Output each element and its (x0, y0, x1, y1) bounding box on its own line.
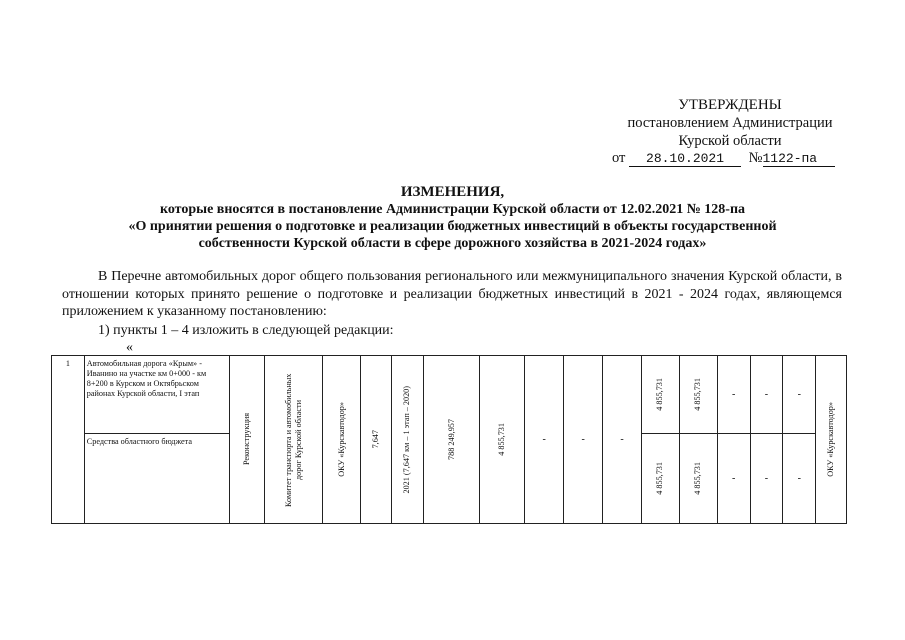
heading-title: ИЗМЕНЕНИЯ, (400, 184, 505, 200)
approval-date: 28.10.2021 (629, 151, 741, 167)
heading-line2: которые вносятся в постановление Администрации Курской области от 12.02.2021 № 128-па (159, 202, 746, 217)
recipient: ОКУ «Курскавтодор» (826, 402, 836, 477)
quote-open: « (126, 340, 133, 355)
estimated-cost: 788 249,957 (446, 419, 456, 460)
dash-cell: - (783, 356, 816, 434)
object-name: Автомобильная дорога «Крым» - Иванино на участке км 0+000 - км 8+200 в Курском и Октябрьском районах Курской области, I этап (84, 356, 229, 434)
number-prefix: № (748, 150, 763, 166)
row2-value-b: 4 855,731 (693, 462, 703, 495)
row-number: 1 (52, 356, 85, 524)
dash-cell: - (750, 356, 783, 434)
term: 2021 (7,647 км – 1 этап – 2020) (402, 385, 412, 494)
body-item: 1) пункты 1 – 4 изложить в следующей редакции: (98, 323, 394, 338)
approval-line1: постановлением Администрации (627, 115, 833, 131)
heading-line4: собственности Курской области в сфере дорожного хозяйства в 2021-2024 годах» (198, 236, 707, 251)
dash-cell: - (717, 356, 750, 434)
approval-line2: Курской области (678, 133, 782, 149)
dash-cell: - (717, 434, 750, 524)
dash-cell: - (564, 356, 603, 524)
heading-line3: «О принятии решения о подготовке и реализации бюджетных инвестиций в объекты государственной (128, 219, 777, 234)
row1-value-a: 4 855,731 (655, 378, 665, 411)
approval-title: УТВЕРЖДЕНЫ (678, 97, 782, 113)
approval-number: 1122-па (763, 151, 835, 167)
work-type: Реконструкция (242, 413, 252, 466)
dash-cell: - (525, 356, 564, 524)
total-investment: 4 855,731 (497, 423, 507, 456)
developer: ОКУ «Курскавтодор» (336, 402, 346, 477)
body-paragraph: В Перечне автомобильных дорог общего пользования регионального или межмуниципального значения Курской области, в отношении которых принято решение о подготовке и реализации бюджетных инвестиций в 2021 - 2024 годах, являющемся приложением к указанному постановлению: (62, 269, 842, 319)
funding-source: Средства областного бюджета (84, 434, 229, 524)
dash-cell: - (783, 434, 816, 524)
date-prefix: от (612, 150, 626, 166)
capacity: 7,647 (371, 430, 381, 449)
investment-table (51, 355, 847, 524)
table-row (52, 356, 847, 434)
customer: Комитет транспорта и автомобильных дорог Курской области (283, 372, 303, 507)
approval-date-line (612, 150, 835, 167)
dash-cell: - (750, 434, 783, 524)
dash-cell: - (603, 356, 642, 524)
row2-value-a: 4 855,731 (655, 462, 665, 495)
row1-value-b: 4 855,731 (693, 378, 703, 411)
